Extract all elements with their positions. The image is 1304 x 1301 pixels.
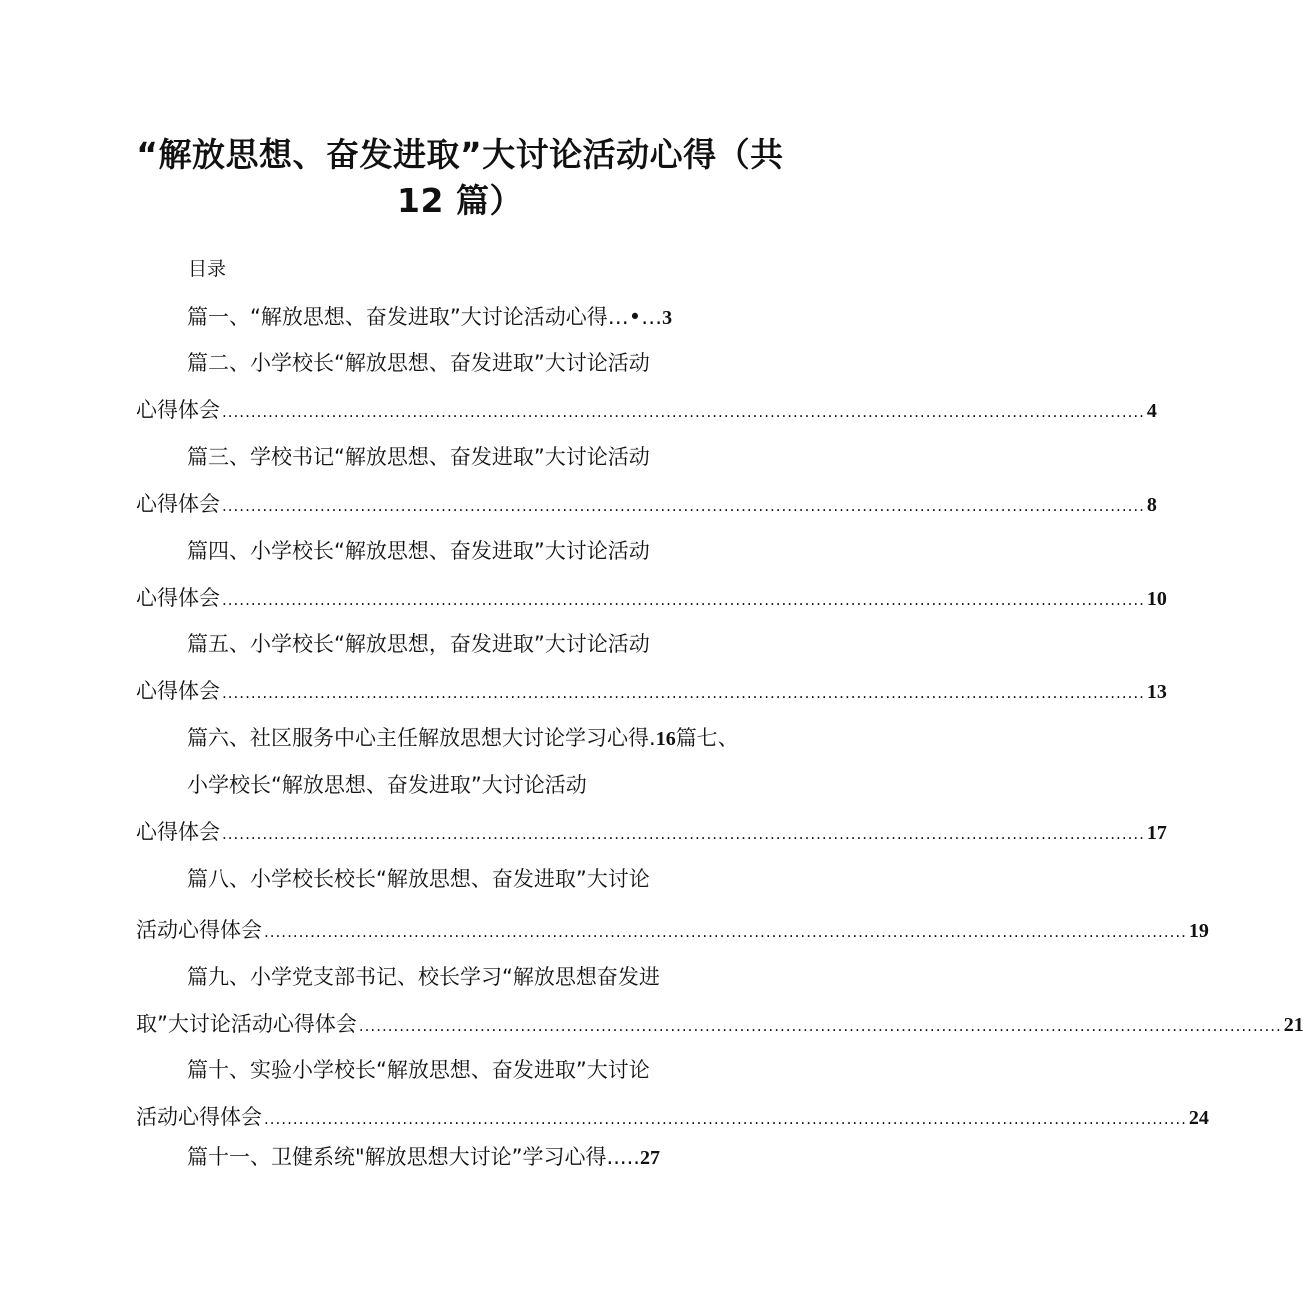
- toc-entry-page: 4: [1146, 400, 1157, 422]
- toc-entry-title: 心得体会: [136, 679, 220, 703]
- toc-entry-9-line-1: 篇九、小学党支部书记、校长学习“解放思想奋发进: [187, 965, 660, 989]
- toc-entry-3-line-2: [136, 490, 1157, 520]
- toc-entry-page: 24: [1188, 1107, 1209, 1129]
- toc-entry-title: 活动心得体会: [136, 918, 262, 942]
- toc-entry-1: [187, 303, 672, 332]
- toc-entry-title: 心得体会: [136, 492, 220, 516]
- dot-leader: ................................................................................................................................................................: [222, 497, 1145, 515]
- dot-leader: ................................................................................................................................................................: [222, 403, 1145, 421]
- document-title: [0, 132, 920, 224]
- dot-leader: ................................................................................................................................................................: [264, 923, 1187, 941]
- toc-entry-title: 篇六、社区服务中心主任解放思想大讨论学习心得.: [187, 726, 656, 750]
- toc-entry-7-start: 篇七、: [675, 726, 739, 750]
- toc-heading: 目录: [188, 258, 227, 280]
- toc-entry-title: 心得体会: [136, 398, 220, 422]
- toc-entry-page: 13: [1146, 681, 1167, 703]
- dot-leader: .....: [606, 1145, 640, 1169]
- toc-entry-5-line-2: [136, 677, 1167, 707]
- toc-entry-11: [187, 1143, 660, 1172]
- toc-entry-title: 篇十一、卫健系统"解放思想大讨论”学习心得: [187, 1145, 607, 1169]
- toc-entry-10-line-2: [136, 1103, 1209, 1133]
- title-line-2: 12 篇）: [397, 181, 523, 220]
- toc-entry-page: 27: [639, 1147, 660, 1169]
- toc-entry-7-line-1: 小学校长“解放思想、奋发进取”大讨论活动: [187, 773, 587, 797]
- dot-leader: ................................................................................................................................................................: [222, 684, 1145, 702]
- dot-leader: ................................................................................................................................................................: [222, 825, 1145, 843]
- toc-entry-2-line-1: 篇二、小学校长“解放思想、奋发进取”大讨论活动: [187, 351, 650, 375]
- toc-entry-page: 16: [655, 728, 676, 750]
- toc-entry-page: 21: [1283, 1014, 1304, 1036]
- toc-entry-page: 8: [1146, 494, 1157, 516]
- toc-entry-page: 10: [1146, 588, 1167, 610]
- toc-entry-4-line-2: [136, 584, 1167, 614]
- toc-entry-page: 17: [1146, 822, 1167, 844]
- toc-entry-2-line-2: [136, 396, 1157, 426]
- toc-entry-title: 心得体会: [136, 820, 220, 844]
- toc-entry-9-line-2: [136, 1010, 1304, 1040]
- toc-entry-7-line-2: [136, 818, 1167, 848]
- toc-entry-8-line-2: [136, 916, 1209, 946]
- toc-entry-page: 19: [1188, 920, 1209, 942]
- toc-entry-title: 篇一、“解放思想、奋发进取”大讨论活动心得…•…: [187, 305, 663, 329]
- dot-leader: ................................................................................................................................................................: [264, 1110, 1187, 1128]
- toc-entry-page: 3: [662, 307, 673, 329]
- toc-entry-title: 心得体会: [136, 586, 220, 610]
- toc-entry-5-line-1: 篇五、小学校长“解放思想，奋发进取”大讨论活动: [187, 632, 650, 656]
- toc-entry-4-line-1: 篇四、小学校长“解放思想、奋发进取”大讨论活动: [187, 539, 650, 563]
- toc-entry-6-line-1: [187, 724, 739, 753]
- title-line-1: “解放思想、奋发进取”大讨论活动心得（共: [136, 135, 784, 174]
- toc-entry-title: 取”大讨论活动心得体会: [136, 1012, 357, 1036]
- dot-leader: ................................................................................................................................................................: [222, 591, 1145, 609]
- toc-entry-3-line-1: 篇三、学校书记“解放思想、奋发进取”大讨论活动: [187, 445, 650, 469]
- toc-entry-10-line-1: 篇十、实验小学校长“解放思想、奋发进取”大讨论: [187, 1058, 650, 1082]
- toc-entry-title: 活动心得体会: [136, 1105, 262, 1129]
- toc-entry-8-line-1: 篇八、小学校长校长“解放思想、奋发进取”大讨论: [187, 867, 650, 891]
- dot-leader: ................................................................................................................................................................: [358, 1017, 1282, 1035]
